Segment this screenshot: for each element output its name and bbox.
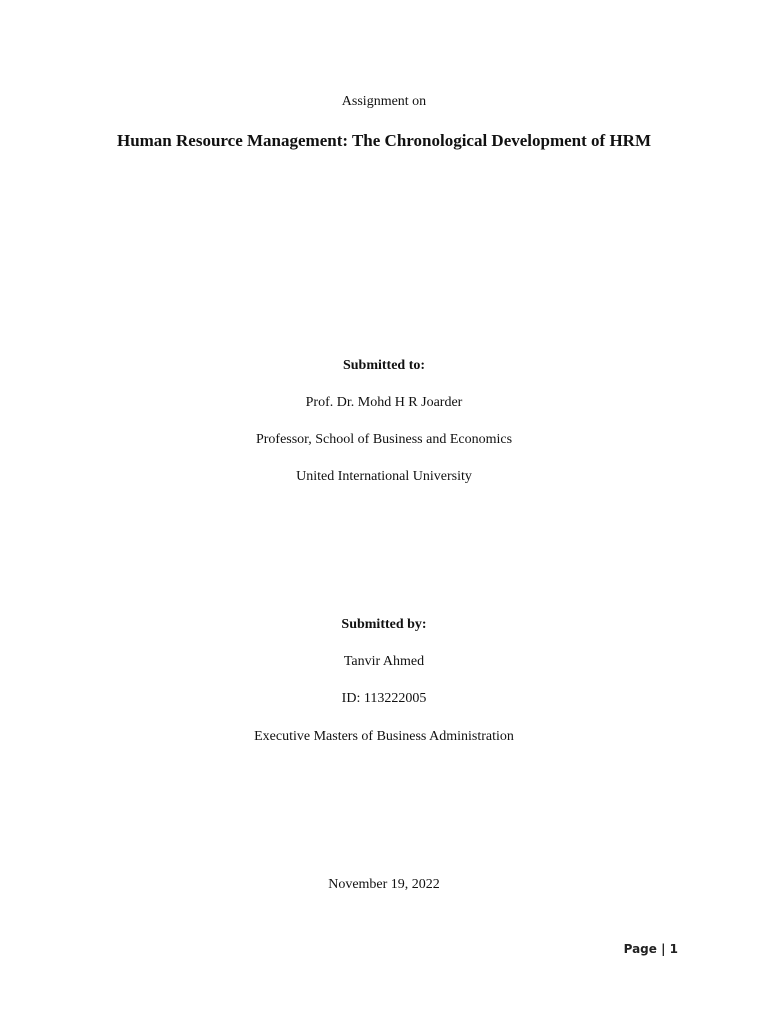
student-name: Tanvir Ahmed [343,654,425,669]
submission-date: November 19, 2022 [328,877,440,892]
student-id: ID: 113222005 [341,691,427,706]
supervisor-institution: United International University [296,469,472,484]
student-program: Executive Masters of Business Administration [254,729,514,744]
submitted-by-label: Submitted by: [341,617,427,632]
supervisor-position: Professor, School of Business and Economics [255,432,513,447]
supervisor-name: Prof. Dr. Mohd H R Joarder [305,395,463,410]
page-number: Page | 1 [623,942,678,956]
assignment-label: Assignment on [341,94,427,109]
document-title: Human Resource Management: The Chronological Development of HRM [116,131,652,150]
submitted-to-label: Submitted to: [342,358,426,373]
